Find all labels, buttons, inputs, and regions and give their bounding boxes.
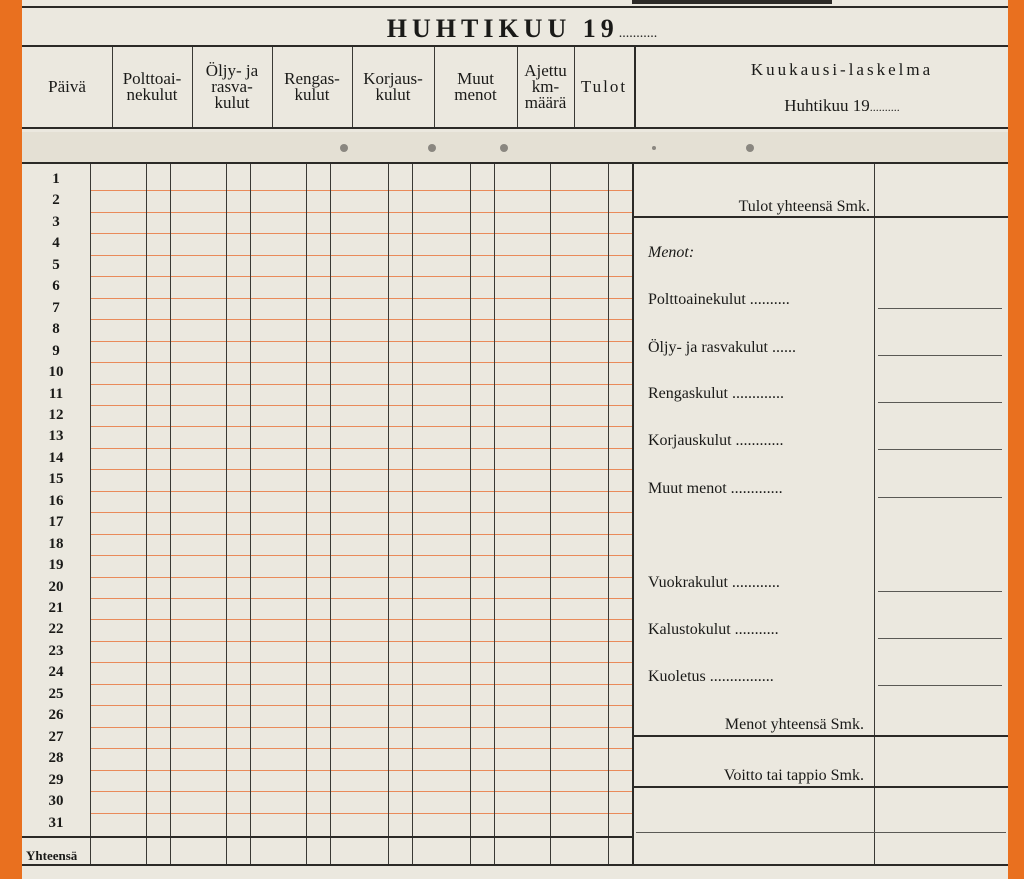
expense-oil-line (878, 355, 1002, 356)
day-number: 13 (48, 428, 64, 445)
expense-repairs-line (878, 449, 1002, 450)
monthly-calc-title: Kuukausi-laskelma (750, 60, 934, 79)
day-number: 6 (52, 278, 60, 295)
summary-amount-col (874, 164, 875, 866)
body-col-sep (470, 164, 471, 866)
day-number: 7 (52, 299, 60, 316)
sheet-bottom-rule (22, 864, 1008, 866)
expense-other-label: Muut menot ............. (648, 480, 783, 497)
expense-equipment-line (878, 638, 1002, 639)
day-number: 11 (48, 385, 64, 402)
income-total-label: Tulot yhteensä Smk. (738, 198, 870, 215)
header-bottom-rule (22, 127, 1008, 129)
profit-loss-rule (634, 786, 1008, 788)
top-dark-strip (632, 0, 832, 4)
binding-strip (22, 132, 1008, 162)
body-col-sep (550, 164, 551, 866)
monthly-calc-subtitle: Huhtikuu 19.......... (784, 96, 900, 115)
profit-loss-label: Voitto tai tappio Smk. (723, 767, 864, 784)
day-number: 1 (52, 171, 60, 187)
expenses-total-label: Menot yhteensä Smk. (724, 716, 864, 733)
col-header-other: Muut menot (454, 69, 497, 104)
body-col-sep (608, 164, 609, 866)
day-number: 9 (52, 342, 60, 359)
day-number: 8 (52, 321, 60, 338)
binding-hole (340, 144, 348, 152)
expense-tires-line (878, 402, 1002, 403)
day-number: 17 (48, 514, 64, 531)
ledger-summary-divider (632, 164, 634, 866)
header-top-rule (22, 6, 1008, 8)
day-number: 28 (48, 750, 64, 767)
day-number: 19 (48, 557, 64, 574)
col-header-income: Tulot (580, 77, 628, 96)
body-col-sep (412, 164, 413, 866)
day-number: 12 (48, 406, 64, 423)
day-number: 22 (48, 621, 64, 638)
day-number: 27 (48, 728, 64, 745)
day-number: 20 (48, 578, 64, 595)
summary-bottom-line (636, 832, 1006, 833)
day-number: 10 (48, 364, 64, 381)
expense-fuel-line (878, 308, 1002, 309)
totals-label: Yhteensä (26, 848, 78, 863)
day-number: 29 (48, 771, 64, 788)
ledger-sheet (22, 0, 1008, 879)
col-header-day: Päivä (48, 77, 86, 96)
body-col-sep (170, 164, 171, 866)
expense-depreciation-label: Kuoletus ................ (648, 668, 774, 685)
expense-oil-label: Öljy- ja rasvakulut ...... (648, 339, 796, 356)
expense-equipment-label: Kalustokulut ........... (648, 621, 779, 638)
body-col-sep (494, 164, 495, 866)
body-col-sep (226, 164, 227, 866)
totals-top-rule (22, 836, 632, 838)
expenses-total-rule (634, 735, 1008, 737)
binding-hole (652, 146, 656, 150)
expenses-heading: Menot: (648, 244, 695, 261)
day-number: 14 (48, 449, 64, 466)
expense-repairs-label: Korjauskulut ............ (648, 432, 784, 449)
day-number: 24 (48, 664, 64, 681)
body-col-sep (250, 164, 251, 866)
col-header-km: Ajettu km- määrä (524, 61, 567, 112)
expense-fuel-label: Polttoainekulut .......... (648, 291, 790, 308)
expense-rent-line (878, 591, 1002, 592)
col-header-repairs: Korjaus- kulut (363, 69, 423, 104)
day-number: 3 (52, 213, 60, 230)
expense-other-line (878, 497, 1002, 498)
expense-rent-label: Vuokrakulut ............ (648, 574, 780, 591)
day-number: 4 (52, 235, 60, 252)
binding-hole (428, 144, 436, 152)
binding-hole (746, 144, 754, 152)
title-month: HUHTIKUU 19 (386, 14, 619, 43)
page-title (22, 14, 1008, 44)
income-total-rule (634, 216, 1008, 218)
title-dots: ........... (618, 26, 658, 41)
body-col-sep (306, 164, 307, 866)
body-col-sep (388, 164, 389, 866)
day-number: 30 (48, 793, 64, 810)
day-number: 5 (52, 256, 60, 273)
day-number: 26 (48, 707, 64, 724)
expense-tires-label: Rengaskulut ............. (648, 385, 784, 402)
binding-hole (500, 144, 508, 152)
body-col-sep (330, 164, 331, 866)
col-header-oil: Öljy- ja rasva- kulut (205, 61, 259, 112)
header-col-sep (634, 47, 636, 127)
col-header-tires: Rengas- kulut (284, 69, 340, 104)
day-number: 18 (48, 535, 64, 552)
day-number: 23 (48, 642, 64, 659)
day-number: 31 (48, 814, 64, 831)
body-col-sep (146, 164, 147, 866)
day-number: 25 (48, 685, 64, 702)
day-number: 15 (48, 471, 64, 488)
day-col-sep (90, 164, 91, 866)
day-number: 16 (48, 492, 64, 509)
expense-depreciation-line (878, 685, 1002, 686)
day-number: 2 (52, 192, 60, 209)
col-header-fuel: Polttoai- nekulut (122, 69, 182, 104)
day-number: 21 (48, 600, 64, 616)
